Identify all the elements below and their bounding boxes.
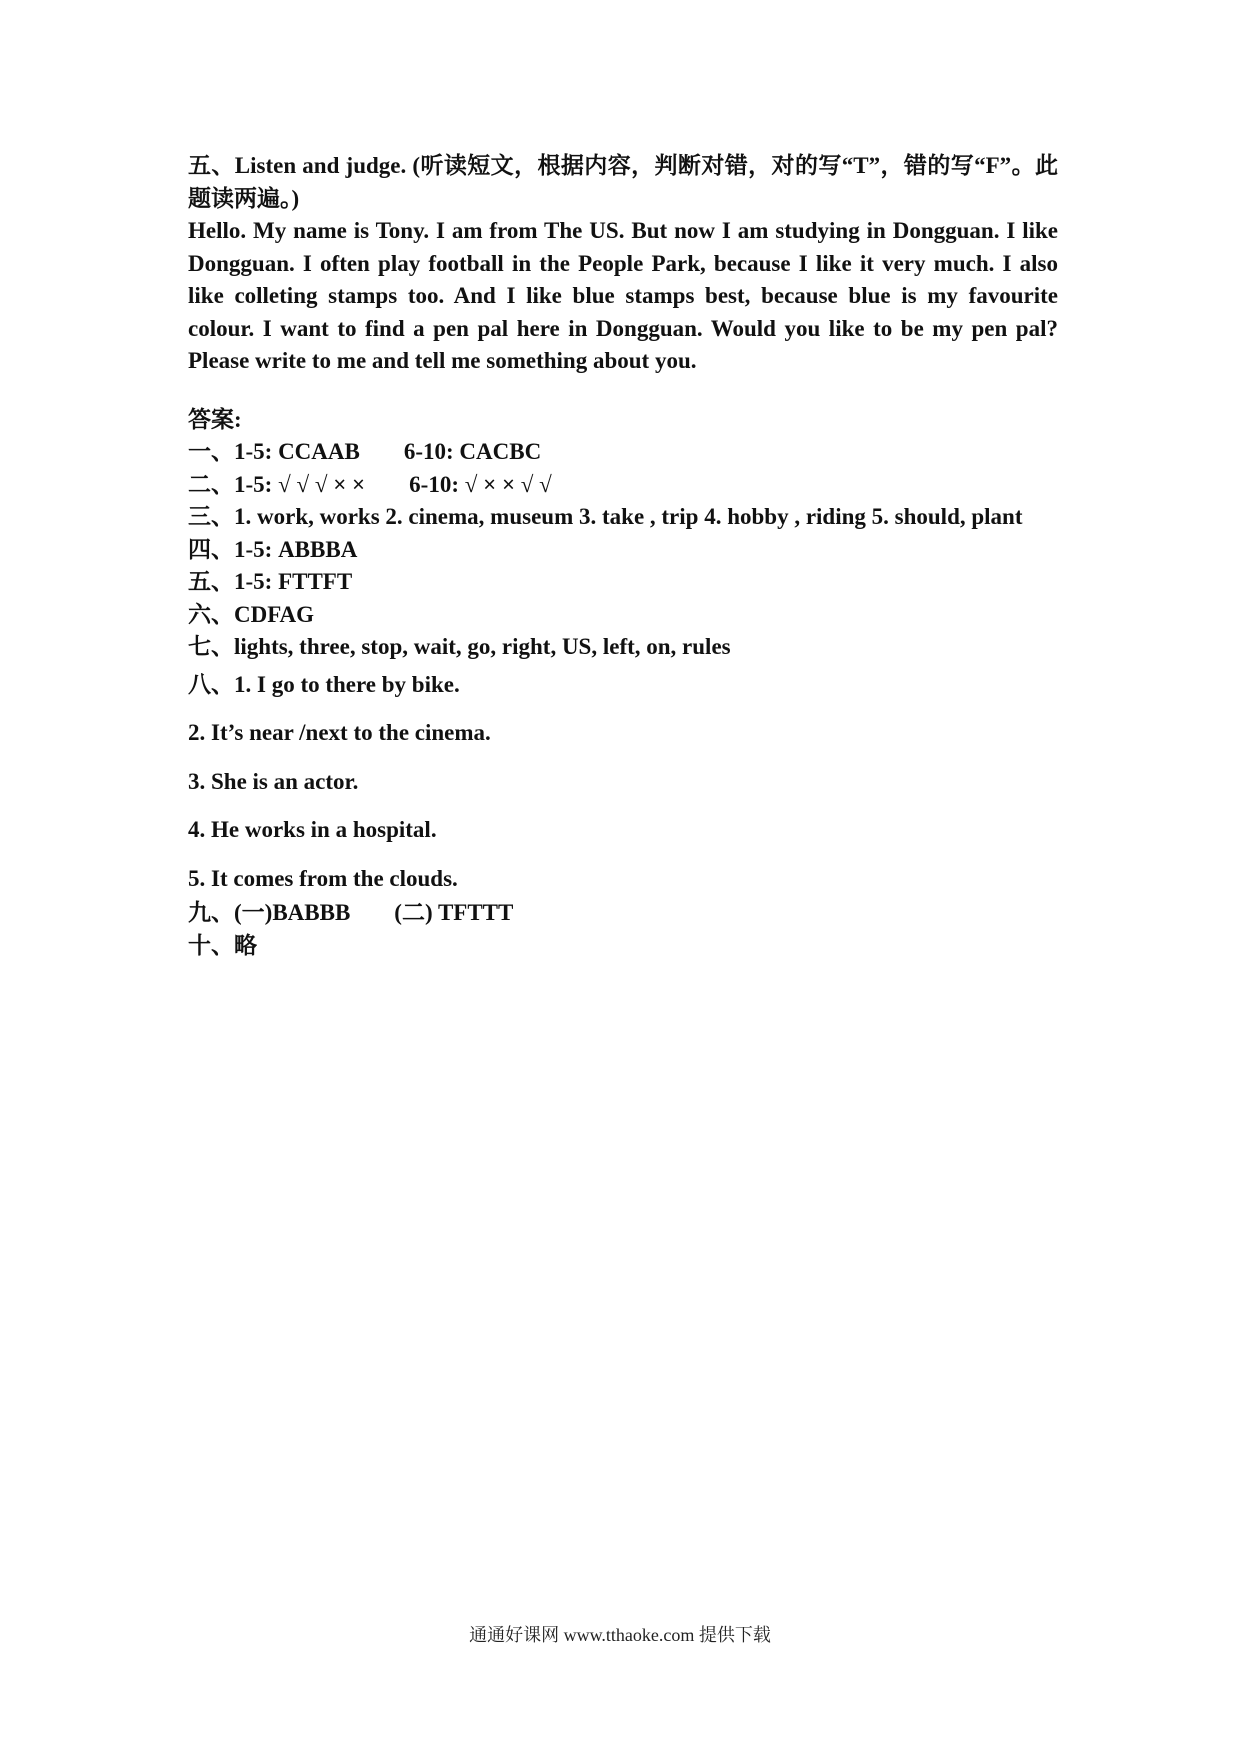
answer-row-8-5: 5. It comes from the clouds. bbox=[188, 865, 458, 891]
answer-row-2 bbox=[188, 469, 1058, 502]
answer-1-part-a: 一、1-5: CCAAB bbox=[188, 439, 360, 464]
document-content bbox=[188, 150, 1058, 962]
answer-row-10: 十、略 bbox=[188, 932, 257, 958]
listening-passage: Hello. My name is Tony. I am from The US. But now I am studying in Dongguan. I like Dongguan. I often play football in the People Park, because I like it very much. I also like colleting stamps too. And I like blue stamps best, because blue is my favourite colour. I want to find a pen pal here in Dongguan. Would you like to be my pen pal? Please write to me and tell me something about you. bbox=[188, 218, 1058, 373]
page-footer: 通通好课网 www.tthaoke.com 提供下载 bbox=[469, 1625, 771, 1645]
answer-row-8-3: 3. She is an actor. bbox=[188, 768, 359, 794]
answer-9-part-b: (二) TFTTT bbox=[394, 900, 514, 925]
answer-2-part-a: 二、1-5: √ √ √ × × bbox=[188, 471, 366, 497]
answers-title: 答案: bbox=[188, 406, 242, 432]
section-5-heading: 五、Listen and judge. (听读短文，根据内容，判断对错，对的写“T”，错的写“F”。此题读两遍。) bbox=[188, 153, 1058, 211]
answer-row-1 bbox=[188, 436, 1058, 469]
answer-row-7: 七、lights, three, stop, wait, go, right, US, left, on, rules bbox=[188, 634, 731, 659]
answer-row-3: 三、1. work, works 2. cinema, museum 3. take , trip 4. hobby , riding 5. should, plant bbox=[188, 504, 1023, 529]
answer-2-part-b: 6-10: √ × × √ √ bbox=[409, 471, 552, 497]
answer-row-4: 四、1-5: ABBBA bbox=[188, 536, 358, 562]
answer-9-part-a: 九、(一)BABBB bbox=[188, 900, 351, 925]
answer-row-5: 五、1-5: FTTFT bbox=[188, 569, 353, 594]
answer-row-8-2: 2. It’s near /next to the cinema. bbox=[188, 720, 491, 745]
answer-row-9 bbox=[188, 897, 1058, 930]
answer-1-part-b: 6-10: CACBC bbox=[403, 439, 542, 464]
answer-row-8-1: 八、1. I go to there by bike. bbox=[188, 671, 460, 697]
answer-row-6: 六、CDFAG bbox=[188, 601, 315, 627]
answer-row-8-4: 4. He works in a hospital. bbox=[188, 817, 437, 842]
